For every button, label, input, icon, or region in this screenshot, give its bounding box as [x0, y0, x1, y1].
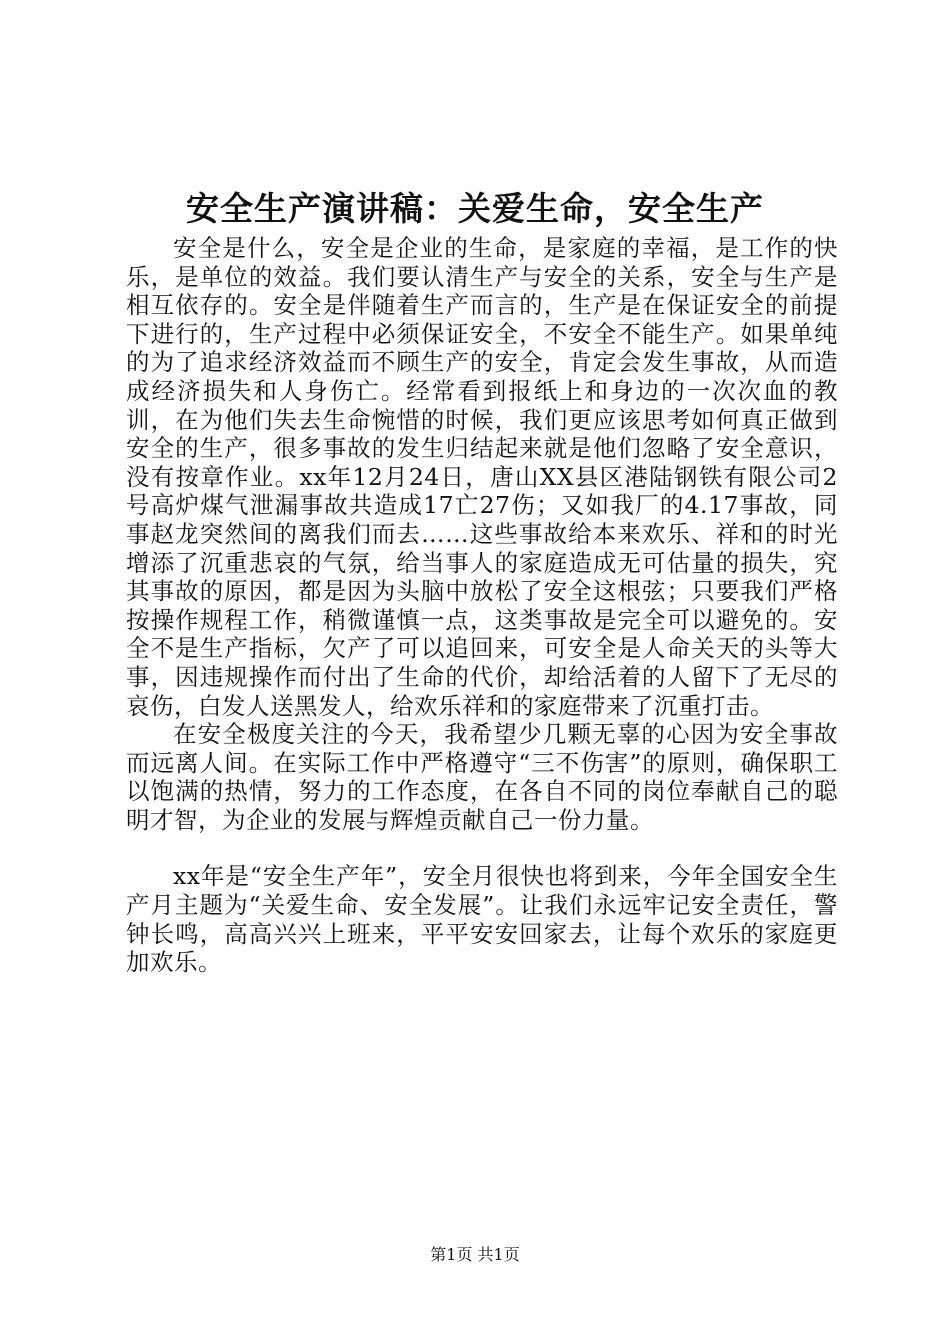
- paragraph-3: xx年是“安全生产年”，安全月很快也将到来，今年全国安全生产月主题为“关爱生命、安全发展”。让我们永远牢记安全责任，警钟长鸣，高高兴兴上班来，平平安安回家去，让每个欢乐的家庭更加欢乐。: [126, 862, 838, 977]
- document-body: [126, 234, 838, 977]
- page-footer: 第1页 共1页: [430, 1245, 520, 1264]
- document-title: 安全生产演讲稿：关爱生命，安全生产: [186, 189, 764, 228]
- paragraph-2: 在安全极度关注的今天，我希望少几颗无辜的心因为安全事故而远离人间。在实际工作中严格遵守“三不伤害”的原则，确保职工以饱满的热情，努力的工作态度，在各自不同的岗位奉献自己的聪明才智，为企业的发展与辉煌贡献自己一份力量。: [126, 720, 838, 834]
- paragraph-1: 安全是什么，安全是企业的生命，是家庭的幸福，是工作的快乐，是单位的效益。我们要认清生产与安全的关系，安全与生产是相互依存的。安全是伴随着生产而言的，生产是在保证安全的前提下进行的，生产过程中必须保证安全，不安全不能生产。如果单纯的为了追求经济效益而不顾生产的安全，肯定会发生事故，从而造成经济损失和人身伤亡。经常看到报纸上和身边的一次次血的教训，在为他们失去生命惋惜的时候，我们更应该思考如何真正做到安全的生产，很多事故的发生归结起来就是他们忽略了安全意识，没有按章作业。xx年12月24日，唐山XX县区港陆钢铁有限公司2号高炉煤气泄漏事故共造成17亡27伤；又如我厂的4.17事故，同事赵龙突然间的离我们而去……这些事故给本来欢乐、祥和的时光增添了沉重悲哀的气氛，给当事人的家庭造成无可估量的损失，究其事故的原因，都是因为头脑中放松了安全这根弦；只要我们严格按操作规程工作，稍微谨慎一点，这类事故是完全可以避免的。安全不是生产指标，欠产了可以追回来，可安全是人命关天的头等大事，因违规操作而付出了生命的代价，却给活着的人留下了无尽的哀伤，白发人送黑发人，给欢乐祥和的家庭带来了沉重打击。: [126, 234, 838, 720]
